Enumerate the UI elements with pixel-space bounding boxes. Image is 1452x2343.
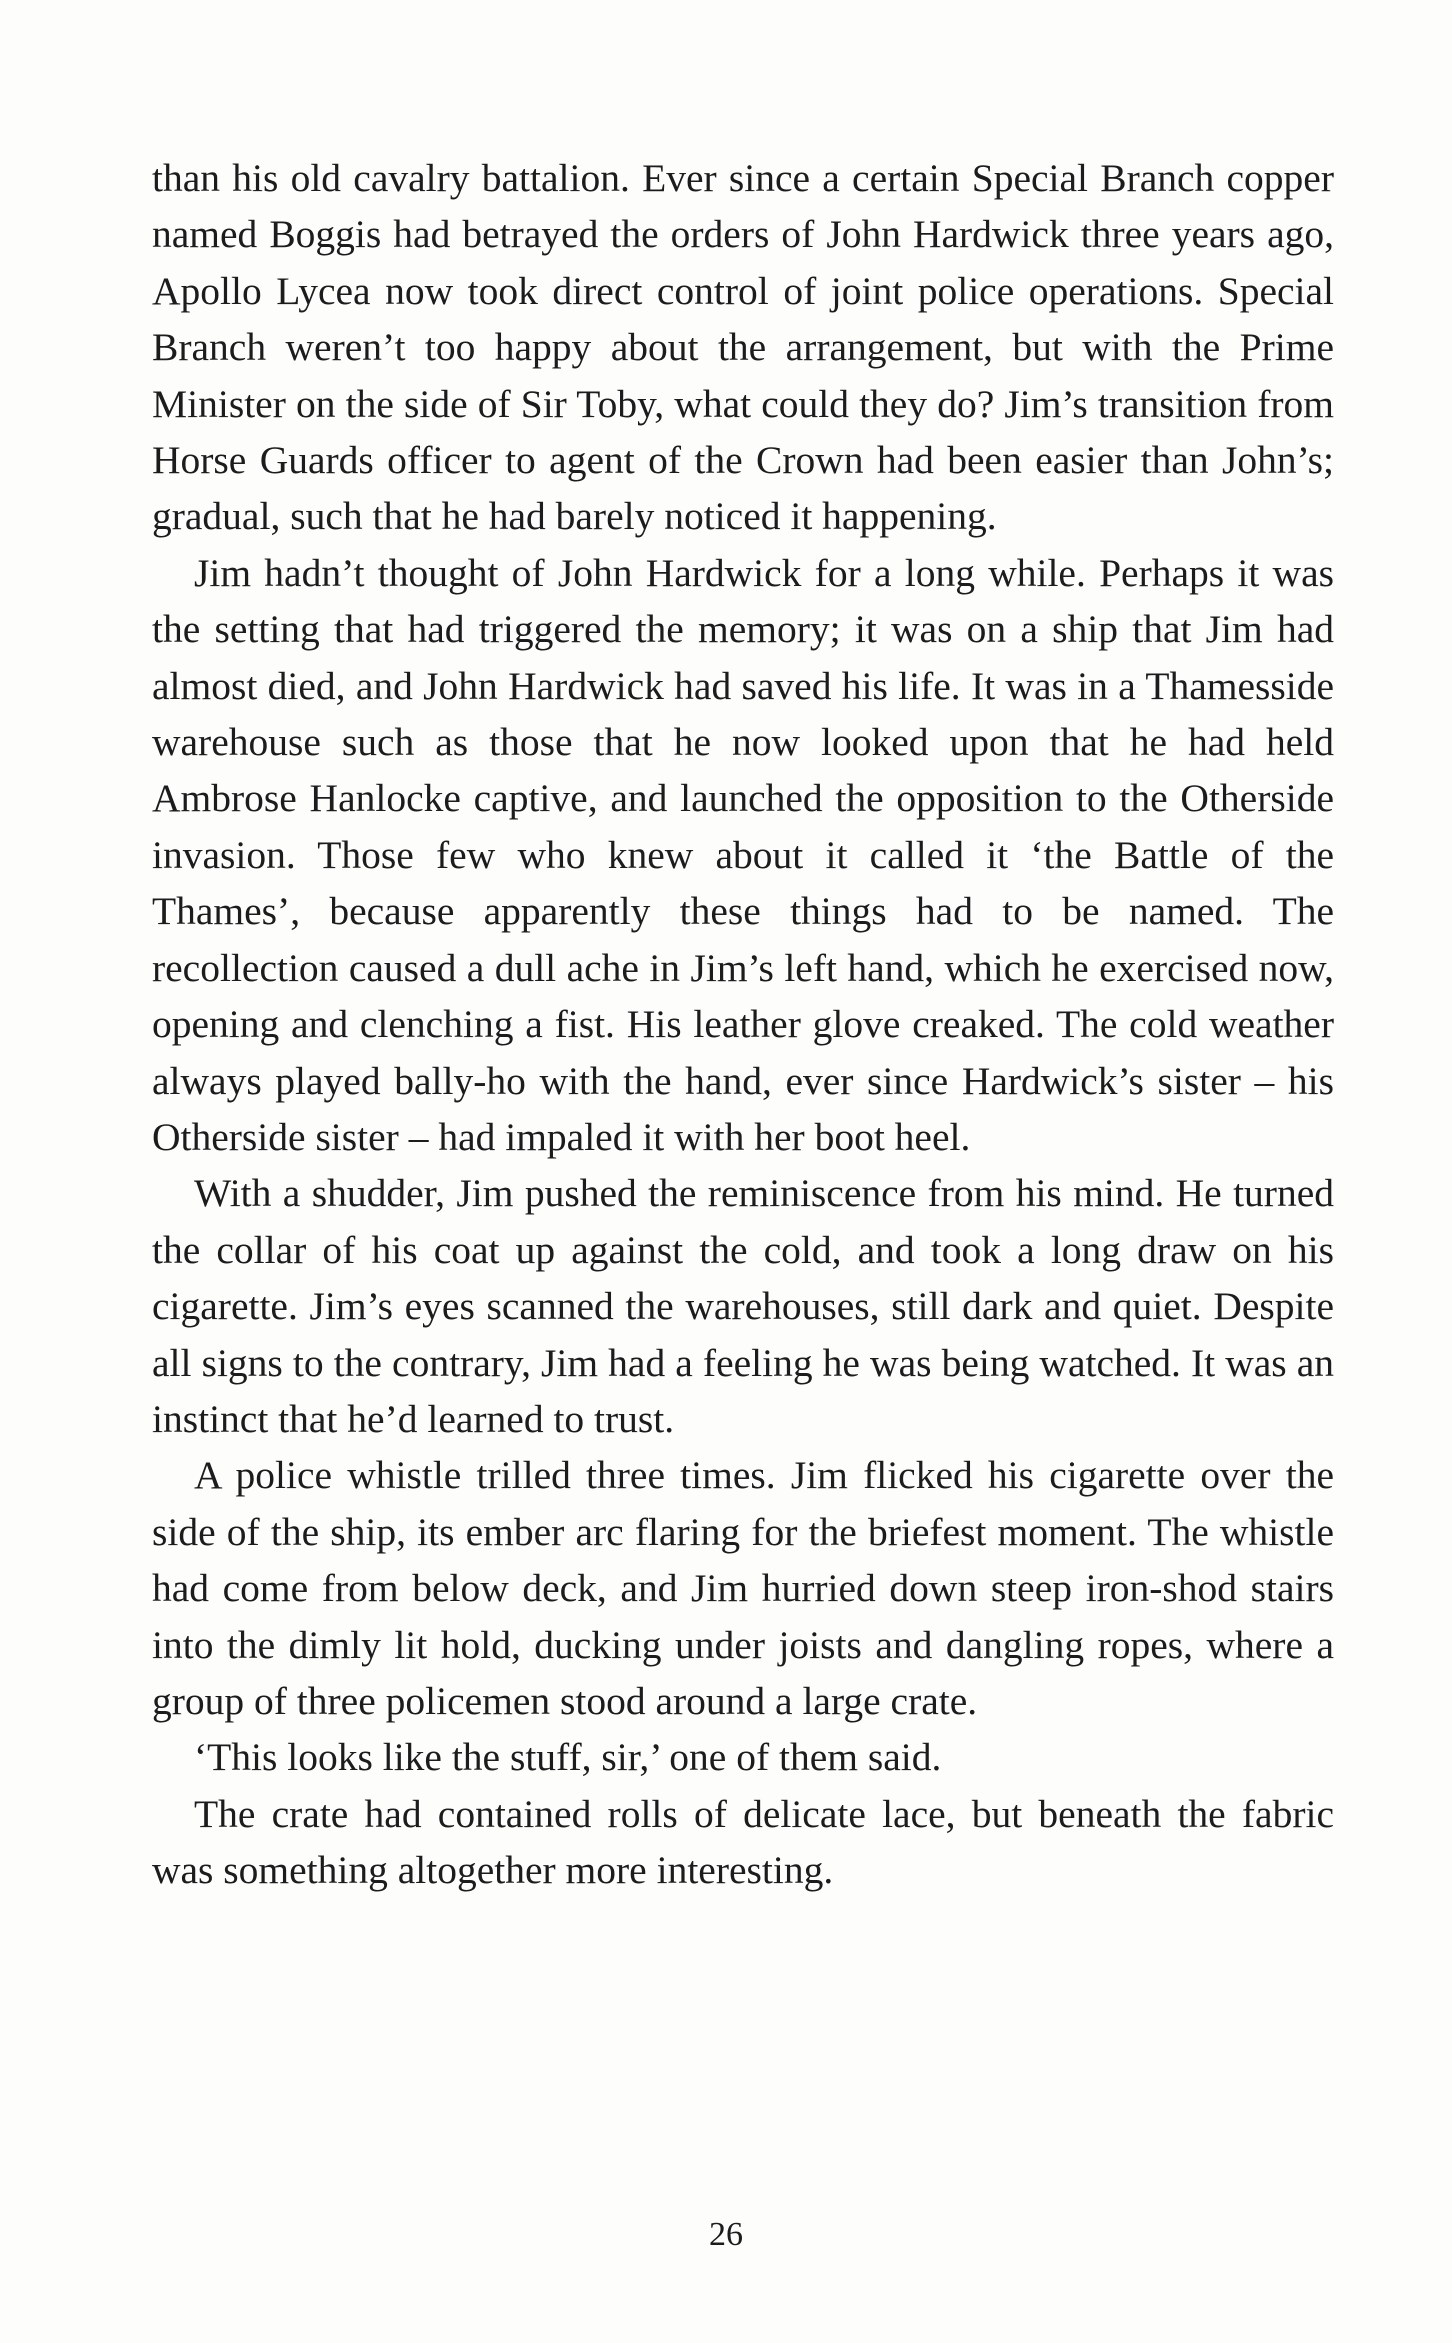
paragraph-4: A police whistle trilled three times. Jim flicked his cigarette over the side of the ship, its ember arc flaring for the briefest moment. The whistle had come from below deck, and Jim hurried down steep iron-shod stairs into the dimly lit hold, ducking under joists and dangling ropes, where a group of three policemen stood around a large crate. [152,1453,1334,1723]
paragraph-1: than his old cavalry battalion. Ever since a certain Special Branch copper named Boggis had betrayed the orders of John Hardwick three years ago, Apollo Lycea now took direct control of joint police operations. Special Branch weren’t too happy about the arrangement, but with the Prime Minister on the side of Sir Toby, what could they do? Jim’s transition from Horse Guards officer to agent of the Crown had been easier than John’s; gradual, such that he had barely noticed it happening. [152,156,1334,539]
page-number: 26 [709,2216,743,2253]
body-text [152,150,1334,1899]
paragraph-3: With a shudder, Jim pushed the reminiscence from his mind. He turned the collar of his coat up against the cold, and took a long draw on his cigarette. Jim’s eyes scanned the warehouses, still dark and quiet. Despite all signs to the contrary, Jim had a feeling he was being watched. It was an instinct that he’d learned to trust. [152,1171,1334,1441]
paragraph-6: The crate had contained rolls of delicate lace, but beneath the fabric was something altogether more interesting. [152,1791,1334,1893]
paragraph-5: ‘This looks like the stuff, sir,’ one of them said. [194,1735,942,1780]
paragraph-2: Jim hadn’t thought of John Hardwick for a long while. Perhaps it was the setting that had triggered the memory; it was on a ship that Jim had almost died, and John Hardwick had saved his life. It was in a Thamesside warehouse such as those that he now looked upon that he had held Ambrose Hanlocke captive, and launched the opposition to the Otherside invasion. Those few who knew about it called it ‘the Battle of the Thames’, because apparently these things had to be named. The recollection caused a dull ache in Jim’s left hand, which he exercised now, opening and clenching a fist. His leather glove creaked. The cold weather always played bally-ho with the hand, ever since Hardwick’s sister – his Otherside sister – had impaled it with her boot heel. [152,550,1334,1159]
